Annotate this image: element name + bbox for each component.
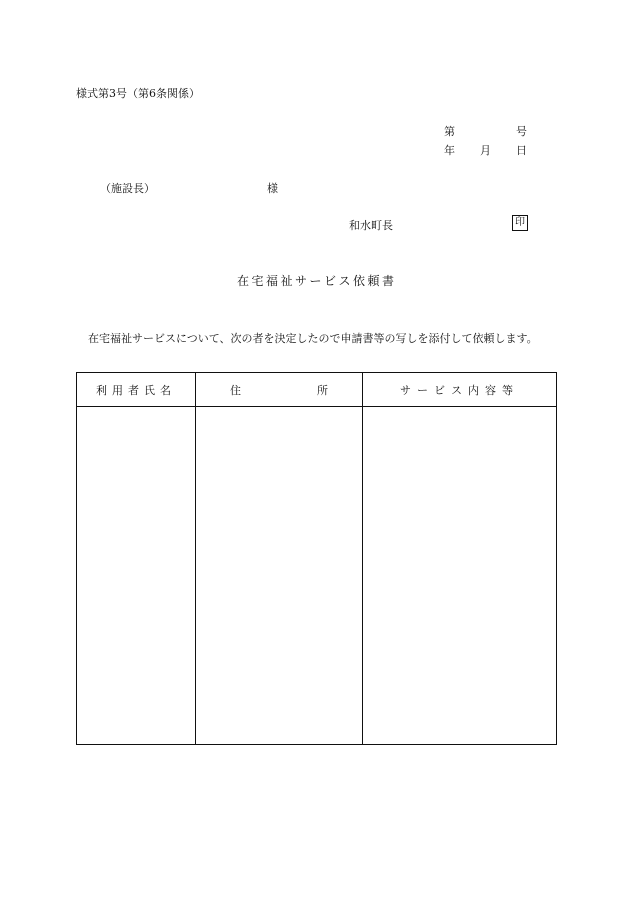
header-address-right: 所 [317,383,328,397]
date-year-label: 年 [444,144,455,157]
header-address-left: 住 [230,383,241,397]
header-service-details: サービス内容等 [363,373,557,407]
table-header-row [77,373,557,407]
body-paragraph: 在宅福祉サービスについて、次の者を決定したので申請書等の写しを添付して依頼します。 [88,332,538,345]
header-user-name: 利用者氏名 [77,373,196,407]
cell-service-details[interactable] [363,407,557,745]
addressee-honorific: 様 [267,182,278,195]
issuer-name: 和水町長 [349,219,393,232]
request-table [76,372,557,745]
date-month-label: 月 [480,144,491,157]
header-address [196,373,363,407]
seal-mark: 印 [512,215,528,231]
addressee-title: （施設長） [100,182,155,195]
cell-user-name[interactable] [77,407,196,745]
table-entry-row [77,407,557,745]
date-day-label: 日 [516,144,527,157]
cell-address[interactable] [196,407,363,745]
document-number-prefix: 第 [444,125,455,138]
document-number-suffix: 号 [516,125,527,138]
form-number: 様式第3号（第6条関係） [76,87,200,100]
document-title: 在宅福祉サービス依頼書 [237,274,397,288]
